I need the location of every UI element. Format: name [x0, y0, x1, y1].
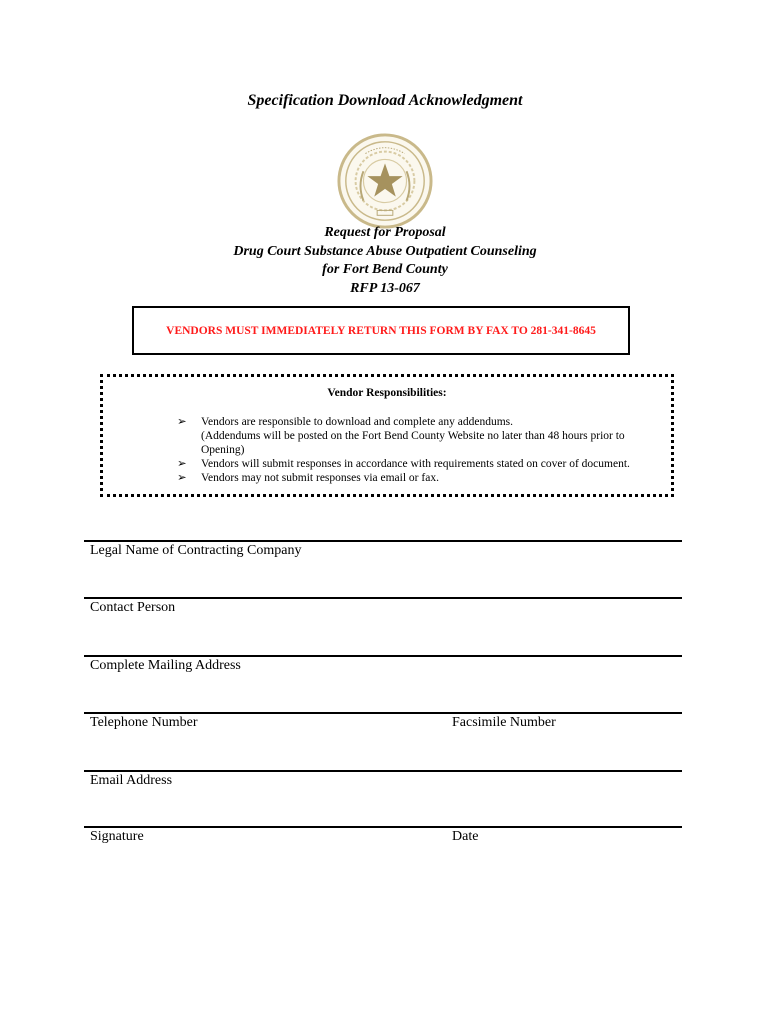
legal-name-line[interactable]: [84, 540, 682, 542]
list-item-text: Vendors may not submit responses via email or fax.: [201, 472, 439, 484]
contact-person-line[interactable]: [84, 597, 682, 599]
document-title: Specification Download Acknowledgment: [247, 92, 523, 109]
arrow-bullet-icon: ➢: [177, 472, 187, 484]
rfp-line-project: Drug Court Substance Abuse Outpatient Counseling: [233, 243, 537, 259]
fax-notice-text: VENDORS MUST IMMEDIATELY RETURN THIS FORM BY FAX TO 281-341-8645: [166, 324, 596, 337]
vendor-responsibilities-box: [100, 374, 674, 497]
arrow-bullet-icon: ➢: [177, 458, 187, 470]
list-item: [177, 471, 677, 485]
email-line[interactable]: [84, 770, 682, 772]
list-item: [177, 457, 677, 471]
rfp-line-request: Request for Proposal: [324, 225, 446, 240]
facsimile-label: Facsimile Number: [452, 715, 556, 730]
list-item-text: (Addendums will be posted on the Fort Bend County Website no later than 48 hours prior to: [201, 430, 625, 442]
date-label: Date: [452, 829, 479, 844]
list-item: [177, 415, 677, 457]
rfp-heading: [0, 224, 770, 298]
mailing-address-label: Complete Mailing Address: [90, 658, 241, 673]
vendor-responsibilities-list: [177, 415, 677, 485]
mailing-address-line[interactable]: [84, 655, 682, 657]
legal-name-label: Legal Name of Contracting Company: [90, 543, 302, 558]
signature-label: Signature: [90, 829, 144, 844]
list-item-text: Opening): [201, 444, 245, 456]
rfp-number: RFP 13-067: [350, 280, 420, 296]
list-item-text: Vendors will submit responses in accordance with requirements stated on cover of document.: [201, 458, 630, 470]
state-of-texas-seal-icon: [336, 132, 434, 230]
vendor-responsibilities-title: Vendor Responsibilities:: [327, 387, 447, 399]
email-label: Email Address: [90, 773, 173, 788]
contact-person-label: Contact Person: [90, 600, 176, 615]
list-item-text: Vendors are responsible to download and complete any addendums.: [201, 416, 514, 428]
fax-notice-box: [132, 306, 630, 355]
arrow-bullet-icon: ➢: [177, 416, 187, 428]
signature-date-line[interactable]: [84, 826, 682, 828]
telephone-fax-line[interactable]: [84, 712, 682, 714]
rfp-line-county: for Fort Bend County: [322, 262, 448, 277]
telephone-label: Telephone Number: [90, 715, 198, 730]
